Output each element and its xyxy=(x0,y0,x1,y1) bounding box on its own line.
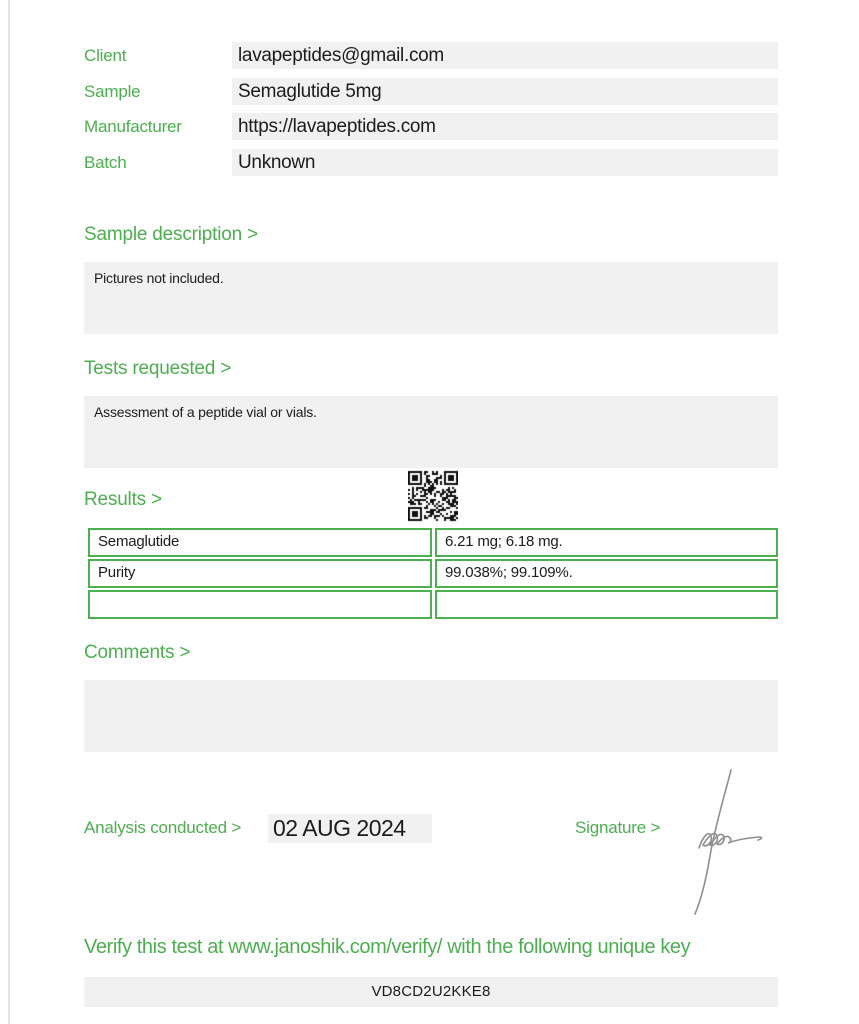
handwritten-signature-icon xyxy=(686,766,768,918)
client-value: lavapeptides@gmail.com xyxy=(232,42,778,69)
tests-requested-heading: Tests requested > xyxy=(84,358,232,379)
unique-key: VD8CD2U2KKE8 xyxy=(84,977,778,1007)
sample-label: Sample xyxy=(84,82,141,101)
page-left-border xyxy=(8,0,10,1024)
result-value-cell xyxy=(435,590,778,619)
signature-label: Signature > xyxy=(575,818,661,837)
table-row xyxy=(88,559,778,588)
manufacturer-value: https://lavapeptides.com xyxy=(232,113,778,140)
analysis-date: 02 AUG 2024 xyxy=(268,814,432,843)
result-value-cell: 6.21 mg; 6.18 mg. xyxy=(435,528,778,557)
result-name-cell xyxy=(88,590,432,619)
table-row xyxy=(88,528,778,557)
batch-value: Unknown xyxy=(232,149,778,176)
batch-label: Batch xyxy=(84,153,127,172)
table-row xyxy=(88,590,778,619)
manufacturer-label: Manufacturer xyxy=(84,117,182,136)
result-name-cell: Purity xyxy=(88,559,432,588)
field-row-batch xyxy=(84,149,778,176)
verify-instruction: Verify this test at www.janoshik.com/verify/ with the following unique key xyxy=(84,936,691,958)
result-name-cell: Semaglutide xyxy=(88,528,432,557)
sample-value: Semaglutide 5mg xyxy=(232,78,778,105)
analysis-conducted-label: Analysis conducted > xyxy=(84,818,242,837)
field-row-manufacturer xyxy=(84,113,778,140)
field-row-client xyxy=(84,42,778,69)
sample-description-heading: Sample description > xyxy=(84,224,258,245)
results-table xyxy=(88,528,778,621)
result-value-cell: 99.038%; 99.109%. xyxy=(435,559,778,588)
client-label: Client xyxy=(84,46,127,65)
qr-code xyxy=(408,470,458,522)
comments-box xyxy=(84,680,778,752)
sample-description-box: Pictures not included. xyxy=(84,262,778,334)
comments-heading: Comments > xyxy=(84,642,191,663)
field-row-sample xyxy=(84,78,778,105)
tests-requested-box: Assessment of a peptide vial or vials. xyxy=(84,396,778,468)
results-heading: Results > xyxy=(84,489,162,510)
